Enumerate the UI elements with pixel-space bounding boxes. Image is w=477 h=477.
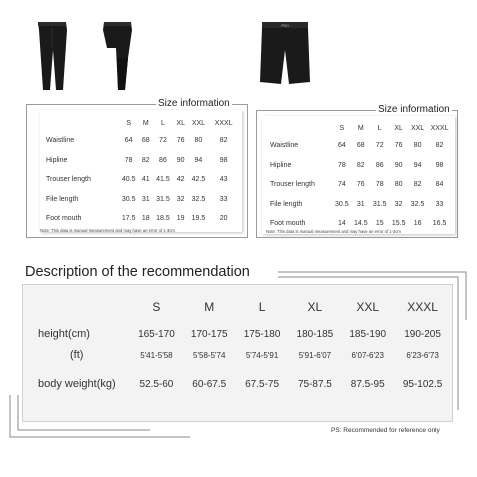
table-row [22, 324, 451, 344]
size-header: S [339, 124, 345, 132]
table-row [22, 344, 451, 366]
size-header: XXL [191, 119, 206, 127]
cell: 17.5 [121, 215, 136, 223]
cell: 19 [176, 215, 185, 223]
cell: 68 [356, 142, 365, 150]
size-header: XL [307, 300, 323, 314]
cell: 78 [337, 161, 346, 169]
rec-header-label [22, 290, 130, 324]
cell: 180-185 [296, 328, 334, 340]
cell: 32 [176, 195, 185, 203]
cell: 32.5 [191, 195, 206, 203]
measurement-note-right: Note: This data is manual measurement and may have an error of 1-3cm [266, 229, 401, 234]
cell: 74 [337, 181, 346, 189]
row-label: Foot mouth [270, 220, 306, 228]
cell: 86 [375, 161, 384, 169]
recommendation-table [22, 290, 451, 402]
cell: 33 [435, 200, 444, 208]
cell: 185-190 [349, 328, 387, 340]
height-ft-label: (ft) [70, 349, 84, 361]
size-header: M [204, 300, 215, 314]
recommendation-title: Description of the recommendation [25, 264, 250, 280]
row-label: Trouser length [46, 176, 91, 184]
cell: 20 [219, 215, 228, 223]
cell: 60-67.5 [192, 378, 227, 390]
row-label: Hipline [270, 161, 292, 169]
size-header: M [357, 124, 364, 132]
cell: 5'74-5'91 [245, 350, 279, 360]
cell: 87.5-95 [350, 378, 385, 390]
cell: 32.5 [410, 200, 425, 208]
cell: 82 [219, 137, 228, 145]
cell: 82 [141, 156, 150, 164]
cell: 90 [394, 161, 403, 169]
cell: 42.5 [191, 176, 206, 184]
cell: 64 [124, 137, 133, 145]
cell: 78 [375, 181, 384, 189]
size-header: XXXL [214, 119, 233, 127]
cell: 43 [219, 176, 228, 184]
size-header: L [258, 300, 266, 314]
cell: 67.5-75 [245, 378, 280, 390]
cell: 90 [176, 156, 185, 164]
cell: 31 [141, 195, 150, 203]
cell: 76 [394, 142, 403, 150]
cell: 82 [356, 161, 365, 169]
size-header: XXXL [407, 300, 438, 314]
measurement-note-left: Note: This data is manual measurement and may have an error of 1-3cm [40, 228, 175, 233]
size-header: S [152, 300, 161, 314]
cell: 19.5 [191, 215, 206, 223]
cell: 86 [159, 156, 167, 164]
size-table-caption-left: Size information [158, 98, 230, 109]
cell: 15.5 [391, 220, 406, 228]
cell: 80 [194, 137, 203, 145]
size-header: L [160, 119, 165, 127]
cell: 32 [394, 200, 403, 208]
cell: 72 [159, 137, 167, 145]
table-row [22, 366, 451, 402]
cell: 95-102.5 [402, 378, 443, 390]
body-weight-label: body weight(kg) [38, 378, 116, 390]
cell: 82 [435, 142, 444, 150]
cell: 31.5 [156, 195, 170, 203]
cell: 14 [337, 220, 346, 228]
size-header: XXL [356, 300, 380, 314]
cell: 94 [194, 156, 203, 164]
size-table-caption-right: Size information [378, 104, 450, 115]
cell: 42 [176, 176, 185, 184]
size-header: S [126, 119, 132, 127]
cell: 5'58-5'74 [193, 350, 226, 360]
cell: 68 [141, 137, 150, 145]
cell: 80 [413, 142, 422, 150]
cell: 98 [435, 161, 444, 169]
reference-note: PS: Recommended for reference only [331, 427, 440, 434]
svg-text:PRO: PRO [281, 24, 289, 28]
cell: 76 [176, 137, 185, 145]
cell: 31 [356, 200, 365, 208]
cell: 6'23-6'73 [406, 350, 439, 360]
cell: 5'91-6'07 [298, 350, 332, 360]
cell: 52.5-60 [139, 378, 174, 390]
size-header: XXL [410, 124, 425, 132]
cell: 14.5 [353, 220, 368, 228]
cell: 98 [219, 156, 228, 164]
cell: 170-175 [190, 328, 228, 340]
row-label: Waistline [270, 142, 299, 150]
cell: 75-87.5 [297, 378, 332, 390]
cell: 41.5 [156, 176, 170, 184]
cell: 72 [375, 142, 384, 150]
size-header: L [377, 124, 382, 132]
cell: 82 [413, 181, 422, 189]
cell: 5'41-5'58 [140, 350, 173, 360]
cell: 16.5 [432, 220, 447, 228]
cell: 30.5 [121, 195, 136, 203]
row-label: File length [270, 200, 303, 208]
size-header: M [142, 119, 149, 127]
height-cm-label: height(cm) [38, 328, 90, 340]
cell: 175-180 [243, 328, 281, 340]
cell: 84 [435, 181, 444, 189]
row-label: Foot mouth [46, 215, 82, 223]
cell: 94 [413, 161, 422, 169]
cell: 18 [141, 215, 150, 223]
cell: 41 [141, 176, 150, 184]
cell: 15 [375, 220, 384, 228]
cell: 30.5 [335, 200, 349, 208]
cell: 18.5 [156, 215, 170, 223]
cell: 33 [219, 195, 228, 203]
row-label: Hipline [46, 156, 68, 164]
cell: 16 [413, 220, 422, 228]
cell: 31.5 [372, 200, 387, 208]
size-header: XL [394, 124, 403, 132]
row-label: File length [46, 195, 79, 203]
cell: 78 [124, 156, 133, 164]
cell: 64 [337, 142, 346, 150]
cell: 80 [394, 181, 403, 189]
cell: 165-170 [138, 328, 175, 340]
size-header: XXXL [430, 124, 449, 132]
cell: 76 [356, 181, 365, 189]
size-header: XL [176, 119, 185, 127]
cell: 190-205 [404, 328, 441, 340]
row-label: Trouser length [270, 181, 315, 189]
cell: 40.5 [121, 176, 136, 184]
cell: 6'07-6'23 [351, 350, 384, 360]
row-label: Waistline [46, 137, 75, 145]
